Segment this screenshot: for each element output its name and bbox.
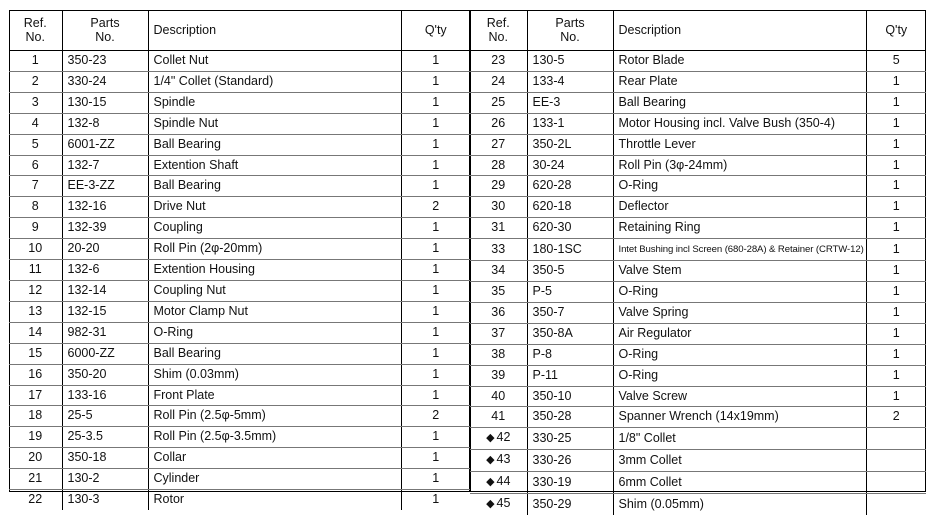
parts-no-cell: 130-2 (62, 469, 148, 490)
ref-no-cell: 38 (470, 344, 527, 365)
ref-no-cell: 2 (9, 71, 62, 92)
qty-cell: 1 (866, 155, 926, 176)
ref-no-cell: 21 (9, 469, 62, 490)
table-row (9, 469, 470, 490)
parts-no-cell: 350-18 (62, 448, 148, 469)
qty-cell: 1 (866, 134, 926, 155)
ref-no-cell: ◆ 45 (486, 496, 511, 511)
parts-no-cell: 132-6 (62, 260, 148, 281)
qty-cell (866, 428, 926, 450)
parts-no-cell: 133-4 (527, 71, 613, 92)
parts-no-cell: 330-24 (62, 71, 148, 92)
description-cell: Extention Housing (148, 260, 401, 281)
ref-no-cell: 22 (28, 492, 43, 507)
qty-cell: 1 (401, 51, 470, 72)
description-cell: O-Ring (613, 344, 866, 365)
table-row (9, 385, 470, 406)
table-row (470, 365, 926, 386)
qty-cell: 1 (401, 113, 470, 134)
ref-no-cell: 6 (9, 155, 62, 176)
qty-cell: 1 (866, 92, 926, 113)
table-row (470, 113, 926, 134)
parts-no-cell: 133-16 (62, 385, 148, 406)
parts-no-cell: P-11 (527, 365, 613, 386)
header-qty: Q'ty (866, 10, 926, 51)
table-row (470, 302, 926, 323)
parts-no-cell: 133-1 (527, 113, 613, 134)
ref-no-cell: 1 (9, 51, 62, 72)
parts-no-cell: 350-20 (62, 364, 148, 385)
ref-no-cell: 34 (470, 261, 527, 282)
qty-cell: 1 (866, 176, 926, 197)
table-row (470, 428, 926, 450)
header-description: Description (613, 10, 866, 51)
table-row (470, 386, 926, 407)
qty-cell: 1 (401, 155, 470, 176)
parts-no-cell: 350-29 (527, 494, 613, 515)
description-cell: Valve Screw (613, 386, 866, 407)
qty-cell: 1 (866, 197, 926, 218)
qty-cell: 1 (866, 344, 926, 365)
description-cell: Drive Nut (148, 197, 401, 218)
parts-no-cell: 982-31 (62, 322, 148, 343)
parts-no-cell: 350-2L (527, 134, 613, 155)
qty-cell: 1 (401, 134, 470, 155)
description-cell: Spindle (148, 92, 401, 113)
parts-no-cell: 25-3.5 (62, 427, 148, 448)
description-cell: 1/4" Collet (Standard) (148, 71, 401, 92)
parts-no-cell: 6001-ZZ (62, 134, 148, 155)
diamond-icon: ◆ (486, 476, 495, 489)
qty-cell: 1 (866, 218, 926, 239)
table-row (9, 364, 470, 385)
parts-no-cell: 620-30 (527, 218, 613, 239)
ref-no-cell: 20 (9, 448, 62, 469)
parts-no-cell: P-8 (527, 344, 613, 365)
table-row (9, 343, 470, 364)
header-ref-no: Ref. No. (470, 10, 527, 51)
parts-no-cell: P-5 (527, 281, 613, 302)
ref-no-cell: 27 (470, 134, 527, 155)
parts-no-cell: 330-19 (527, 472, 613, 494)
ref-no-cell: 26 (470, 113, 527, 134)
table-row (9, 322, 470, 343)
parts-no-cell: 620-28 (527, 176, 613, 197)
table-row (9, 218, 470, 239)
diamond-icon: ◆ (486, 498, 495, 511)
table-row (470, 134, 926, 155)
parts-no-cell: 350-8A (527, 323, 613, 344)
table-row (9, 448, 470, 469)
ref-no-cell: 18 (9, 406, 62, 427)
description-cell: Shim (0.05mm) (613, 494, 866, 515)
qty-cell: 1 (401, 490, 470, 510)
table-row (470, 92, 926, 113)
qty-cell: 1 (401, 469, 470, 490)
parts-no-cell: 350-5 (527, 261, 613, 282)
description-cell: O-Ring (613, 176, 866, 197)
description-cell: Valve Stem (613, 261, 866, 282)
parts-table-right (470, 10, 926, 515)
table-row (9, 490, 470, 510)
ref-no-cell: 14 (9, 322, 62, 343)
description-cell: Ball Bearing (148, 134, 401, 155)
table-row (470, 218, 926, 239)
parts-no-cell: 132-39 (62, 218, 148, 239)
table-row (9, 239, 470, 260)
parts-no-cell: 132-7 (62, 155, 148, 176)
description-cell: O-Ring (148, 322, 401, 343)
table-row (9, 197, 470, 218)
table-row (9, 406, 470, 427)
parts-no-cell: 25-5 (62, 406, 148, 427)
qty-cell: 2 (866, 407, 926, 428)
description-cell: Ball Bearing (148, 176, 401, 197)
header-ref-no: Ref. No. (9, 10, 62, 51)
qty-cell: 1 (401, 239, 470, 260)
parts-no-cell: 132-14 (62, 280, 148, 301)
qty-cell: 1 (866, 323, 926, 344)
parts-no-cell: 180-1SC (527, 239, 613, 261)
description-cell: Throttle Lever (613, 134, 866, 155)
parts-no-cell: 350-23 (62, 51, 148, 72)
ref-no-cell: 9 (9, 218, 62, 239)
description-cell: Rotor (148, 490, 401, 510)
qty-cell: 1 (401, 343, 470, 364)
table-row (9, 113, 470, 134)
header-qty: Q'ty (401, 10, 470, 51)
table-row (470, 472, 926, 494)
parts-list-sheet (9, 10, 926, 511)
parts-no-cell: 130-5 (527, 51, 613, 72)
description-cell: O-Ring (613, 281, 866, 302)
ref-no-cell: 30 (470, 197, 527, 218)
qty-cell: 1 (401, 92, 470, 113)
description-cell: Coupling Nut (148, 280, 401, 301)
description-cell: O-Ring (613, 365, 866, 386)
qty-cell: 1 (401, 301, 470, 322)
ref-no-cell: 35 (470, 281, 527, 302)
table-row (470, 239, 926, 261)
parts-no-cell: EE-3-ZZ (62, 176, 148, 197)
description-cell: 6mm Collet (613, 472, 866, 494)
table-row (9, 427, 470, 448)
qty-cell: 1 (401, 260, 470, 281)
parts-no-cell: 6000-ZZ (62, 343, 148, 364)
table-row (470, 450, 926, 472)
header-parts-no: Parts No. (62, 10, 148, 51)
table-row (9, 176, 470, 197)
table-row (9, 51, 470, 72)
parts-no-cell: 30-24 (527, 155, 613, 176)
ref-no-cell: 31 (470, 218, 527, 239)
ref-no-cell: 17 (9, 385, 62, 406)
parts-no-cell: 330-26 (527, 450, 613, 472)
description-cell: Rear Plate (613, 71, 866, 92)
ref-no-cell: 11 (9, 260, 62, 281)
ref-no-cell: 5 (9, 134, 62, 155)
ref-no-cell: 29 (470, 176, 527, 197)
parts-no-cell: 620-18 (527, 197, 613, 218)
qty-cell: 1 (401, 280, 470, 301)
table-header-row (470, 10, 926, 51)
description-cell: Deflector (613, 197, 866, 218)
diamond-icon: ◆ (486, 432, 495, 445)
table-row (9, 134, 470, 155)
description-cell: Extention Shaft (148, 155, 401, 176)
parts-no-cell: EE-3 (527, 92, 613, 113)
description-cell: Motor Clamp Nut (148, 301, 401, 322)
qty-cell: 1 (866, 302, 926, 323)
description-cell: Spindle Nut (148, 113, 401, 134)
parts-table-left (9, 10, 470, 510)
ref-no-cell: 25 (470, 92, 527, 113)
qty-cell: 1 (866, 281, 926, 302)
parts-no-cell: 132-15 (62, 301, 148, 322)
description-cell: Air Regulator (613, 323, 866, 344)
description-cell: Rotor Blade (613, 51, 866, 72)
parts-no-cell: 350-7 (527, 302, 613, 323)
parts-no-cell: 350-10 (527, 386, 613, 407)
parts-no-cell: 130-15 (62, 92, 148, 113)
parts-no-cell: 330-25 (527, 428, 613, 450)
table-row (9, 260, 470, 281)
table-row (470, 281, 926, 302)
table-row (470, 71, 926, 92)
ref-no-cell: ◆ 44 (470, 472, 527, 494)
ref-no-cell: 12 (9, 280, 62, 301)
ref-no-cell: ◆ 42 (470, 428, 527, 450)
description-cell: Roll Pin (2φ-20mm) (148, 239, 401, 260)
qty-cell (866, 494, 926, 515)
qty-cell: 1 (401, 448, 470, 469)
parts-no-cell: 350-28 (527, 407, 613, 428)
description-cell: Roll Pin (3φ-24mm) (613, 155, 866, 176)
description-cell: Retaining Ring (613, 218, 866, 239)
description-cell: Shim (0.03mm) (148, 364, 401, 385)
table-row (9, 71, 470, 92)
qty-cell: 1 (866, 71, 926, 92)
qty-cell: 1 (401, 176, 470, 197)
table-row (470, 176, 926, 197)
parts-no-cell: 132-8 (62, 113, 148, 134)
header-parts-no: Parts No. (527, 10, 613, 51)
table-row (9, 301, 470, 322)
ref-no-cell: 4 (9, 113, 62, 134)
qty-cell: 1 (866, 113, 926, 134)
ref-no-cell: 23 (470, 51, 527, 72)
description-cell: 3mm Collet (613, 450, 866, 472)
table-row (470, 261, 926, 282)
description-cell: Ball Bearing (148, 343, 401, 364)
table-row (470, 494, 926, 515)
ref-no-cell: 40 (470, 386, 527, 407)
ref-no-cell: 13 (9, 301, 62, 322)
ref-no-cell: 24 (470, 71, 527, 92)
ref-no-cell: 28 (470, 155, 527, 176)
table-row (470, 155, 926, 176)
qty-cell: 1 (866, 386, 926, 407)
qty-cell: 1 (401, 322, 470, 343)
table-header-row (9, 10, 470, 51)
ref-no-cell: 3 (9, 92, 62, 113)
ref-no-cell: 16 (9, 364, 62, 385)
qty-cell: 1 (401, 71, 470, 92)
ref-no-cell: 8 (9, 197, 62, 218)
qty-cell: 1 (866, 365, 926, 386)
qty-cell: 1 (866, 261, 926, 282)
qty-cell: 2 (401, 406, 470, 427)
description-cell: Ball Bearing (613, 92, 866, 113)
qty-cell: 5 (866, 51, 926, 72)
ref-no-cell: ◆ 43 (470, 450, 527, 472)
description-cell: Spanner Wrench (14x19mm) (613, 407, 866, 428)
qty-cell (866, 472, 926, 494)
description-cell: Roll Pin (2.5φ-5mm) (148, 406, 401, 427)
ref-no-cell: 33 (470, 239, 527, 261)
parts-no-cell: 132-16 (62, 197, 148, 218)
table-row (470, 197, 926, 218)
description-cell: Roll Pin (2.5φ-3.5mm) (148, 427, 401, 448)
header-description: Description (148, 10, 401, 51)
qty-cell: 2 (401, 197, 470, 218)
description-cell: Coupling (148, 218, 401, 239)
ref-no-cell: 15 (9, 343, 62, 364)
qty-cell (866, 450, 926, 472)
qty-cell: 1 (401, 385, 470, 406)
qty-cell: 1 (866, 239, 926, 261)
table-row (470, 344, 926, 365)
description-cell: 1/8" Collet (613, 428, 866, 450)
parts-no-cell: 130-3 (62, 490, 148, 510)
ref-no-cell: 37 (470, 323, 527, 344)
ref-no-cell: 41 (470, 407, 527, 428)
parts-no-cell: 20-20 (62, 239, 148, 260)
ref-no-cell: 7 (9, 176, 62, 197)
description-cell: Motor Housing incl. Valve Bush (350-4) (613, 113, 866, 134)
description-cell: Collar (148, 448, 401, 469)
qty-cell: 1 (401, 427, 470, 448)
table-row (470, 51, 926, 72)
description-cell: Front Plate (148, 385, 401, 406)
qty-cell: 1 (401, 218, 470, 239)
diamond-icon: ◆ (486, 454, 495, 467)
qty-cell: 1 (401, 364, 470, 385)
ref-no-cell: 36 (470, 302, 527, 323)
table-row (470, 323, 926, 344)
table-row (9, 92, 470, 113)
ref-no-cell: 19 (9, 427, 62, 448)
table-row (470, 407, 926, 428)
table-row (9, 280, 470, 301)
table-row (9, 155, 470, 176)
description-cell: Valve Spring (613, 302, 866, 323)
description-cell: Intet Bushing incl Screen (680-28A) & Retainer (CRTW-12) (613, 239, 866, 261)
ref-no-cell: 39 (470, 365, 527, 386)
ref-no-cell: 10 (9, 239, 62, 260)
description-cell: Collet Nut (148, 51, 401, 72)
description-cell: Cylinder (148, 469, 401, 490)
